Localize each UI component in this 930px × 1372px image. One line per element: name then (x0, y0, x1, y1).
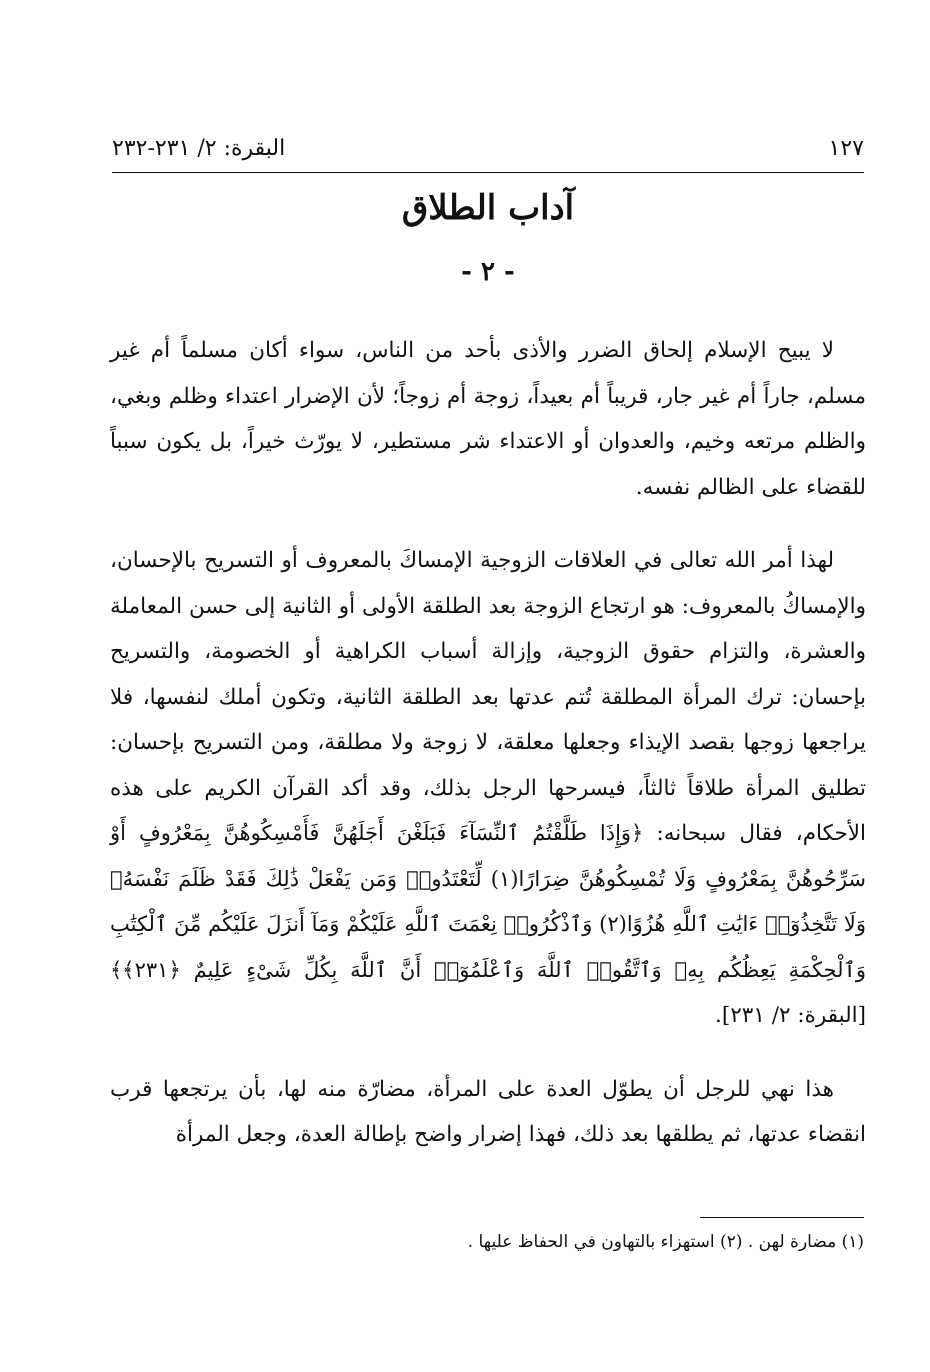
header-rule (112, 172, 864, 173)
footnote-rule (700, 1217, 864, 1218)
section-number: - ٢ - (461, 257, 515, 287)
paragraph-1: لا يبيح الإسلام إلحاق الضرر والأذى بأحد من الناس، سواء أكان مسلماً أم غير مسلم، جاراً أم غير جار، قريباً أم بعيداً، زوجة أم زوجاً؛ لأن الإضرار اعتداء وظلم وبغي، والظلم مرتعه وخيم، والعدوان أو الاعتداء شر مستطير، لا يورّث خيراً، بل يكون سبباً للقضاء على الظالم نفسه. (110, 338, 866, 500)
body-text (110, 328, 866, 1186)
running-header (112, 128, 864, 168)
paragraph-2-text: لهذا أمر الله تعالى في العلاقات الزوجية الإمساكَ بالمعروف أو التسريح بالإحسان، والإمساكُ بالمعروف: هو ارتجاع الزوجة بعد الطلقة الأولى أو الثانية إلى حسن المعاملة والعشرة، والتزام حقوق الزوجية، وإزالة أسباب الكراهية أو الخصومة، والتسريح بإحسان: ترك المرأة المطلقة تُتم عدتها بعد الطلقة الثانية، وتكون أملك لنفسها، فلا يراجعها زوجها بقصد الإيذاء وجعلها معلقة، لا زوجة ولا مطلقة، ومن التسريح بإحسان: تطليق المرأة طلاقاً ثالثاً، فيسرحها الرجل بذلك، وقد أكد القرآن الكريم على هذه الأحكام، فقال سبحانه: (110, 548, 866, 846)
paragraph-3: هذا نهي للرجل أن يطوّل العدة على المرأة، مضارّة منه لها، بأن يرتجعها قرب انقضاء عدتها، ثم يطلقها بعد ذلك، فهذا إضرار واضح بإطالة العدة، وجعل المرأة (110, 1076, 866, 1147)
quran-verse: ﴿وَإِذَا طَلَّقْتُمُ ٱلنِّسَآءَ فَبَلَغْنَ أَجَلَهُنَّ فَأَمْسِكُوهُنَّ بِمَعْرُوفٍ أَوْ سَرِّحُوهُنَّ بِمَعْرُوفٍ وَلَا تُمْسِكُوهُنَّ ضِرَارًا(١) لِّتَعْتَدُوا۟ وَمَن يَفْعَلْ ذَٰلِكَ فَقَدْ ظَلَمَ نَفْسَهُۥ وَلَا تَتَّخِذُوٓا۟ ءَايَٰتِ ٱللَّهِ هُزُوًا(٢) وَٱذْكُرُوا۟ نِعْمَتَ ٱللَّهِ عَلَيْكُمْ وَمَآ أَنزَلَ عَلَيْكُم مِّنَ ٱلْكِتَٰبِ وَٱلْحِكْمَةِ يَعِظُكُم بِهِۦ وَٱتَّقُوا۟ ٱللَّهَ وَٱعْلَمُوٓا۟ أَنَّ ٱللَّهَ بِكُلِّ شَىْءٍ عَلِيمٌ ﴿٢٣١﴾﴾ (110, 821, 866, 982)
footnote: (١) مضارة لهن . (٢) استهزاء بالتهاون في الحفاظ عليها . (467, 1232, 864, 1252)
chapter-title: آداب الطلاق (401, 188, 575, 228)
verse-reference: [البقرة: ٢/ ٢٣١]. (714, 1003, 866, 1028)
header-reference: البقرة: ٢/ ٢٣١-٢٣٢ (112, 135, 286, 161)
page-number: ١٢٧ (828, 135, 864, 161)
paragraph-2 (110, 538, 866, 1039)
